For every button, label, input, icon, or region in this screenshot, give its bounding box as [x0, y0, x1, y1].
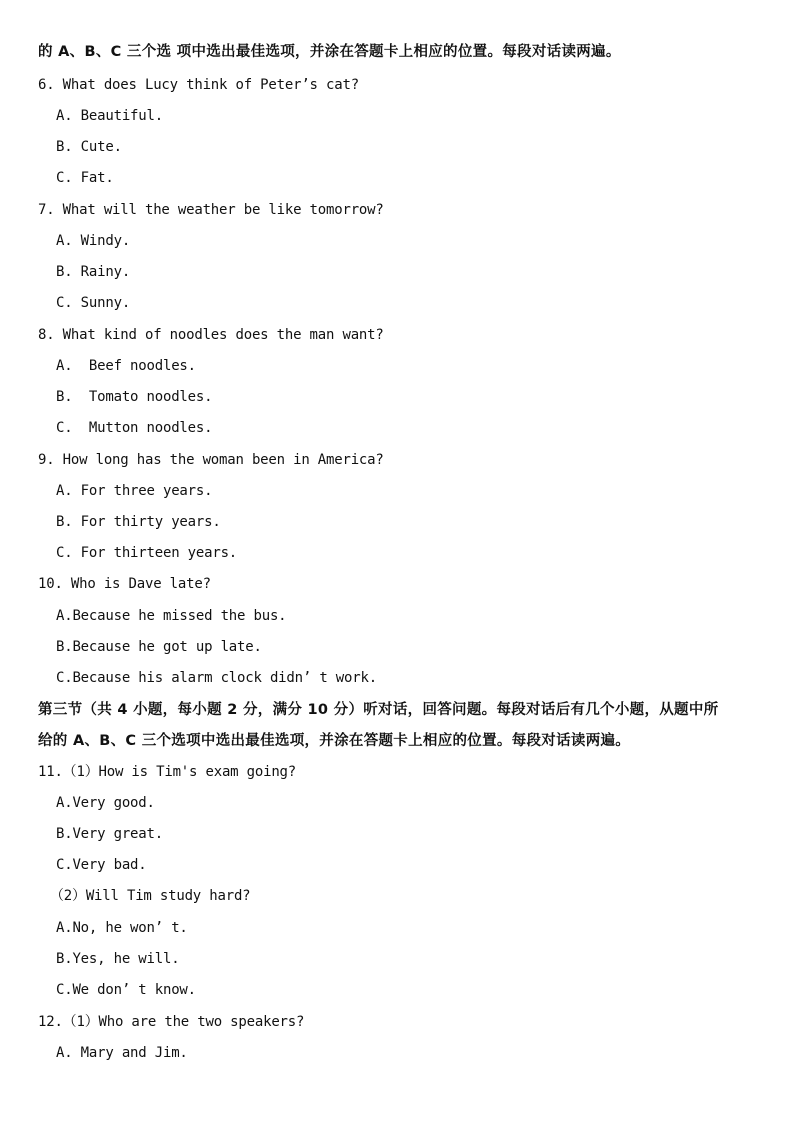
- question-12-part1-option-a: A. Mary and Jim.: [56, 1045, 188, 1061]
- question-7-stem: 7. What will the weather be like tomorrow?: [38, 202, 384, 218]
- question-11-part1-option-c: C.Very bad.: [56, 857, 147, 873]
- question-11-part2-option-a: A.No, he won’ t.: [56, 920, 188, 936]
- question-10-stem: 10. Who is Dave late?: [38, 576, 211, 592]
- question-10-option-a: A.Because he missed the bus.: [56, 608, 287, 624]
- question-9-option-c: C. For thirteen years.: [56, 545, 238, 561]
- question-6-stem: 6. What does Lucy think of Peter’s cat?: [38, 77, 359, 93]
- question-11-part2-option-c: C.We don’ t know.: [56, 982, 196, 998]
- section3-instruction-line1: 第三节（共 4 小题，每小题 2 分，满分 10 分）听对话，回答问题。每段对话后有几个小题，从题中所: [38, 702, 719, 718]
- question-11-part2-stem: （2）Will Tim study hard?: [50, 888, 251, 904]
- question-7-option-c: C. Sunny.: [56, 295, 131, 311]
- question-8-option-a: A. Beef noodles.: [56, 358, 196, 374]
- question-10-option-c: C.Because his alarm clock didn’ t work.: [56, 670, 377, 686]
- question-8-option-c: C. Mutton noodles.: [56, 420, 213, 436]
- question-9-option-a: A. For three years.: [56, 483, 213, 499]
- question-6-option-c: C. Fat.: [56, 170, 114, 186]
- question-7-option-b: B. Rainy.: [56, 264, 131, 280]
- question-9-stem: 9. How long has the woman been in America?: [38, 452, 384, 468]
- question-8-stem: 8. What kind of noodles does the man want?: [38, 327, 384, 343]
- question-11-part1-option-a: A.Very good.: [56, 795, 155, 811]
- question-11-part1-option-b: B.Very great.: [56, 826, 163, 842]
- question-10-option-b: B.Because he got up late.: [56, 639, 262, 655]
- question-8-option-b: B. Tomato noodles.: [56, 389, 213, 405]
- question-11-part2-option-b: B.Yes, he will.: [56, 951, 180, 967]
- question-6-option-b: B. Cute.: [56, 139, 122, 155]
- section3-instruction-line2: 给的 A、B、C 三个选项中选出最佳选项，并涂在答题卡上相应的位置。每段对话读两遍。: [38, 733, 631, 749]
- question-12-part1-stem: 12.（1）Who are the two speakers?: [38, 1014, 305, 1030]
- question-6-option-a: A. Beautiful.: [56, 108, 163, 124]
- question-9-option-b: B. For thirty years.: [56, 514, 221, 530]
- section2-instruction-tail: 的 A、B、C 三个选 项中选出最佳选项，并涂在答题卡上相应的位置。每段对话读两遍。: [38, 44, 621, 60]
- question-11-part1-stem: 11.（1）How is Tim's exam going?: [38, 764, 297, 780]
- question-7-option-a: A. Windy.: [56, 233, 131, 249]
